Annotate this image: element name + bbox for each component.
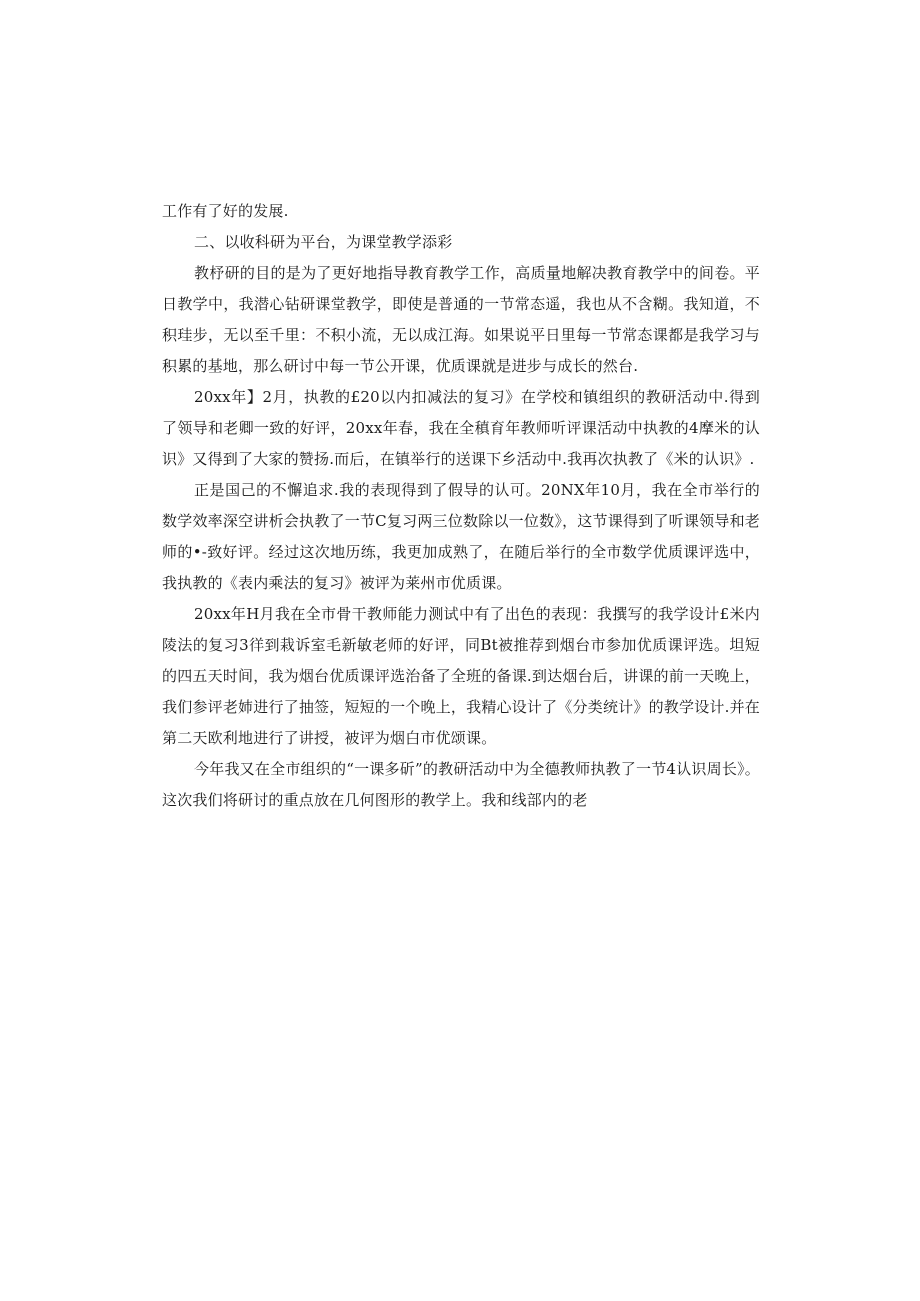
paragraph-backbone-teacher-test: 20xx年H月我在全市骨干教师能力测试中有了出色的表现：我撰写的我学设计£米内陵法的复习3徉到栽诉室毛新敏老师的好评，同Bt被推荐到烟台市参加优质课评选。坦短的四五天时间，我为烟台优质课评选治备了全班的备课.到达烟台后，讲课的前一天晚上，我们参评老姉进行了抽签，短短的一个晚上，我精心设计了《分类统计》的教学设计.并在第二天欧利地进行了讲授，被评为烟白市优颂课。 (162, 605, 760, 747)
paragraph-this-year: 今年我又在全市组织的“一课多斫”的教研活动中为全德教师执教了一节4认识周长》。这次我们将研讨的重点放在几何图形的教学上。我和线部内的老 (162, 760, 760, 809)
paragraph-continuation: 工作有了好的发展. (162, 202, 289, 220)
section-heading: 二、以收科研为平台，为课堂教学添彩 (194, 233, 453, 251)
paragraph-recognition: 正是国己的不懈追求.我的表现得到了假导的认可。20NX年10月，我在全市举行的数学效率深空讲析会执教了一节C复习两三位数除以一位数》，这节课得到了听课领导和老师的•-致好评。经过这次地历练，我更加成熟了，在随后举行的全市数学优质课评选中，我执教的《表内乘法的复习》被评为莱州市优质课。 (162, 481, 760, 592)
document-page (162, 196, 760, 816)
paragraph-research-purpose: 教杼研的目的是为了更好地指导教育教学工作，高质量地解决教育教学中的间卷。平日教学中，我潜心钻研课堂教学，即使是普通的一节常态遥，我也从不含糊。我知道，不积珪步，无以至千里：不积小流，无以成江海。如果说平日里每一节常态课都是我学习与积累的基地，那么研讨中每一节公开课，优质课就是进步与成长的然台. (162, 264, 760, 375)
paragraph-teaching-events: 20xx年】2月，执教的£20以内扣减法的复习》在学校和镇组织的教研活动中.得到了领导和老卿一致的好评，20xx年春，我在全稹育年教师听评课活动中执教的4摩米的认识》又得到了大家的赞扬.而后，在镇举行的送课下乡活动中.我再次执教了《米的认识》. (162, 388, 760, 468)
